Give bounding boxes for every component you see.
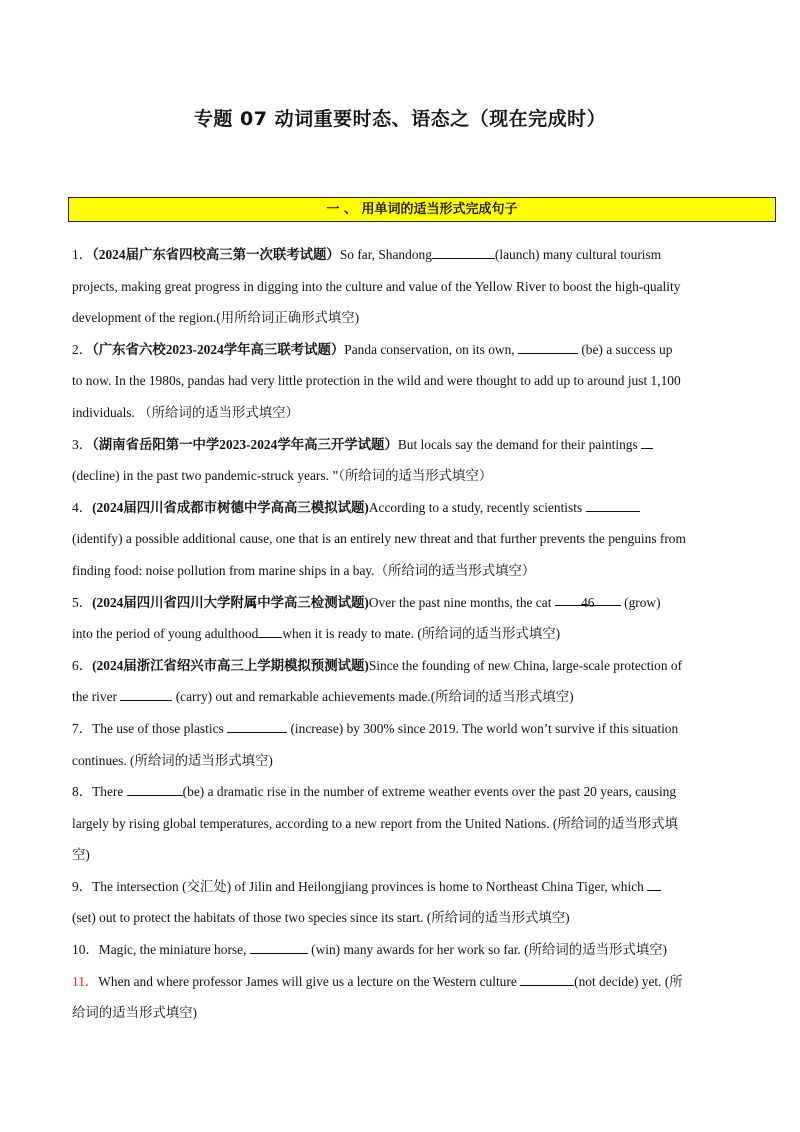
answer-blank[interactable] <box>641 434 653 449</box>
question-text: When and where professor James will give us a lecture on the Western culture <box>98 973 521 989</box>
question-list <box>72 243 732 1033</box>
question-text: Magic, the miniature horse, <box>98 942 250 958</box>
answer-blank[interactable] <box>250 939 308 954</box>
question-number: 7． <box>72 720 93 736</box>
question-text: (be) a dramatic rise in the number of extreme weather events over the past 20 years, causing <box>182 784 677 800</box>
question-number: 8． <box>72 784 93 800</box>
answer-blank[interactable] <box>227 718 287 733</box>
question-text: There <box>92 784 127 800</box>
question-line <box>72 654 732 686</box>
question-line: individuals. （所给词的适当形式填空） <box>72 404 299 420</box>
question-number: 1． <box>72 247 93 262</box>
question-text: (carry) out and remarkable achievements made.(所给词的适当形式填空) <box>172 689 574 705</box>
question-line <box>72 338 732 370</box>
question-source: （2024届广东省四校高三第一次联考试题） <box>92 247 340 262</box>
question-text: (launch) many cultural tourism <box>494 247 662 262</box>
answer-blank[interactable] <box>520 971 574 986</box>
question-text: The use of those plastics <box>92 720 228 736</box>
answer-blank[interactable] <box>127 781 183 796</box>
question-text: (not decide) yet. (所 <box>574 973 683 989</box>
section-header: 一 、 用单词的适当形式完成句子 <box>68 197 776 222</box>
answer-blank[interactable] <box>518 339 578 354</box>
question-line: to now. In the 1980s, pandas had very little protection in the wild and were thought to add up to around just 1,100 <box>72 373 681 389</box>
question-line: (identify) a possible additional cause, one that is an entirely new threat and that further prevents the penguins from <box>72 531 686 547</box>
question-text: Since the founding of new China, large-scale protection of <box>368 657 683 673</box>
question-line: 空) <box>72 847 90 863</box>
question-9 <box>72 875 732 938</box>
question-number: 9． <box>72 878 93 894</box>
question-line <box>72 622 732 654</box>
question-line: projects, making great progress in digging into the culture and value of the Yellow River to boost the high-quality <box>72 278 681 294</box>
question-3 <box>72 433 732 496</box>
question-text: (increase) by 300% since 2019. The world won’t survive if this situation <box>287 720 679 736</box>
question-text: But locals say the demand for their paintings <box>397 436 642 452</box>
answer-blank-filled[interactable]: 46 <box>555 591 621 606</box>
question-text: According to a study, recently scientists <box>368 499 586 515</box>
question-source: (2024届四川省成都市树德中学高高三模拟试题) <box>92 499 369 515</box>
question-line: development of the region.(用所给词正确形式填空) <box>72 310 360 326</box>
question-number: 10． <box>72 942 99 958</box>
question-line <box>72 780 732 812</box>
question-number: 6． <box>72 657 93 673</box>
question-8 <box>72 780 732 875</box>
question-source: (2024届浙江省绍兴市高三上学期模拟预测试题) <box>92 657 369 673</box>
question-1 <box>72 243 732 338</box>
answer-blank[interactable] <box>258 623 282 638</box>
question-line <box>72 717 732 749</box>
question-number: 11． <box>72 973 99 989</box>
question-line: (decline) in the past two pandemic-struck years. ”（所给词的适当形式填空） <box>72 468 493 484</box>
question-2 <box>72 338 732 433</box>
question-source: （广东省六校2023-2024学年高三联考试题） <box>92 341 345 357</box>
answer-blank[interactable] <box>120 686 172 701</box>
question-text: The intersection (交汇处) of Jilin and Heilongjiang provinces is home to Northeast China Tiger, which <box>92 878 648 894</box>
question-11 <box>72 970 732 1033</box>
question-line <box>72 685 732 717</box>
question-7 <box>72 717 732 780</box>
question-number: 2． <box>72 341 93 357</box>
question-number: 5． <box>72 594 93 610</box>
question-line <box>72 433 732 465</box>
question-line: largely by rising global temperatures, according to a new report from the United Nations. (所给词的适当形式填 <box>72 815 678 831</box>
question-10 <box>72 938 732 970</box>
answer-blank[interactable] <box>586 497 640 512</box>
question-text: the river <box>72 689 121 705</box>
question-4 <box>72 496 732 591</box>
question-number: 3． <box>72 436 93 452</box>
question-text: when it is ready to mate. (所给词的适当形式填空) <box>282 626 561 642</box>
answer-blank[interactable] <box>432 244 495 259</box>
question-line <box>72 591 732 623</box>
question-line: finding food: noise pollution from marine ships in a bay.（所给词的适当形式填空） <box>72 562 536 578</box>
question-text: (be) a success up <box>577 341 673 357</box>
question-text: (win) many awards for her work so far. (所给词的适当形式填空) <box>307 942 668 958</box>
question-source: (2024届四川省四川大学附属中学高三检测试题) <box>92 594 369 610</box>
question-line <box>72 875 732 907</box>
question-text: (grow) <box>620 594 661 610</box>
question-line: 给词的适当形式填空) <box>72 1005 197 1021</box>
question-source: （湖南省岳阳第一中学2023-2024学年高三开学试题） <box>92 436 398 452</box>
question-text: Over the past nine months, the cat <box>368 594 555 610</box>
question-line <box>72 938 732 970</box>
question-line: (set) out to protect the habitats of those two species since its start. (所给词的适当形式填空) <box>72 910 570 926</box>
question-line <box>72 970 732 1002</box>
question-text: Panda conservation, on its own, <box>344 341 518 357</box>
question-line: continues. (所给词的适当形式填空) <box>72 752 273 768</box>
page-title: 专题 07 动词重要时态、语态之（现在完成时） <box>193 108 607 130</box>
question-line <box>72 496 732 528</box>
question-text: So far, Shandong <box>339 247 432 262</box>
question-6 <box>72 654 732 717</box>
question-line <box>72 243 732 275</box>
question-text: into the period of young adulthood <box>72 626 259 642</box>
answer-blank[interactable] <box>647 876 661 891</box>
question-number: 4． <box>72 499 93 515</box>
question-5 <box>72 591 732 654</box>
